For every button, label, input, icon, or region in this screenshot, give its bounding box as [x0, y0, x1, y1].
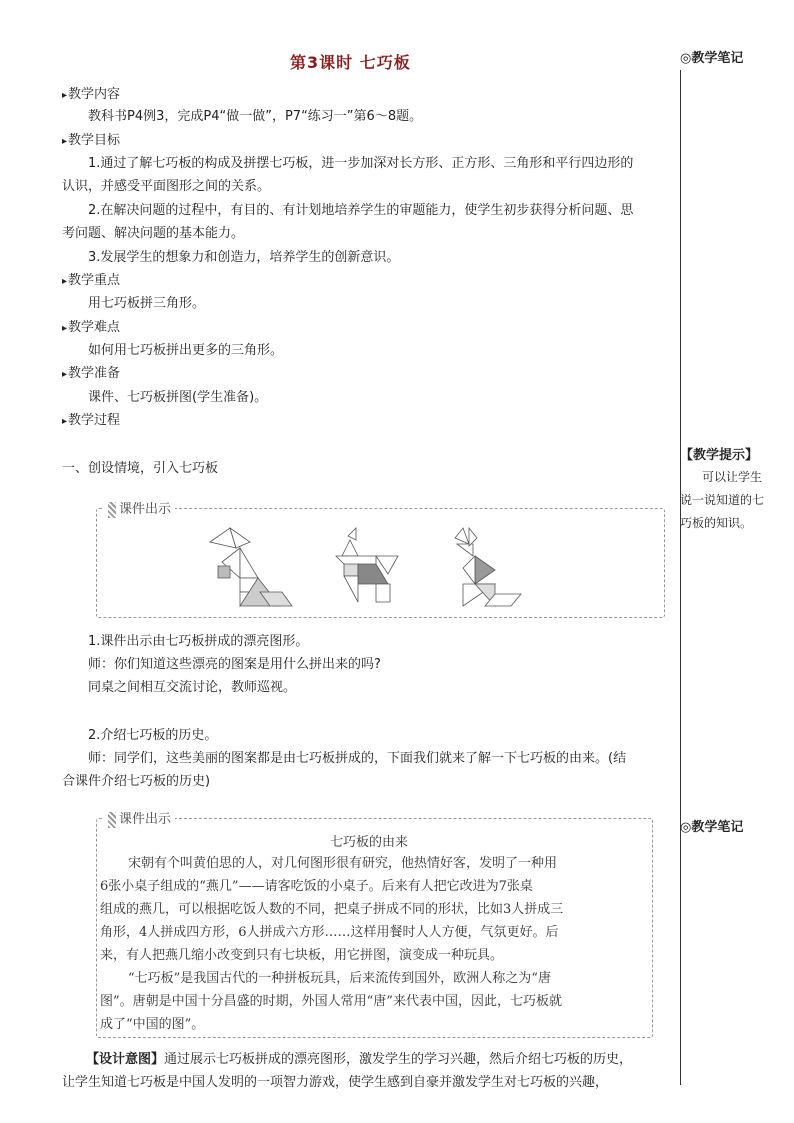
body-text: 认识，并感受平面图形之间的关系。: [62, 179, 271, 194]
design-intent-label: 【设计意图】: [86, 1052, 165, 1067]
design-intent: [86, 1050, 632, 1070]
body-text: 2.在解决问题的过程中，有目的、有计划地培养学生的审题能力，使学生初步获得分析问题、思: [88, 203, 634, 218]
design-intent-text: 通过展示七巧板拼成的漂亮图形，激发学生的学习兴趣，然后介绍七巧板的历史，: [164, 1052, 633, 1067]
hint-heading: 【教学提示】: [680, 448, 759, 463]
courseware-tag-label: 课件出示: [119, 502, 172, 517]
body-text: 同桌之间相互交流讨论，教师巡视。: [88, 680, 297, 695]
part-heading: 一、创设情境，引入七巧板: [62, 461, 219, 476]
story-line: 6张小桌子组成的“燕几”——请客吃饭的小桌子。后来有人把它改进为7张桌: [100, 879, 533, 894]
story-line: 来，有人把燕几缩小改变到只有七块板，用它拼图，演变成一种玩具。: [100, 948, 504, 963]
story-line: “七巧板”是我国古代的一种拼板玩具，后来流传到国外，欧洲人称之为“唐: [128, 971, 551, 986]
hint-line: 可以让学生: [702, 470, 763, 484]
story-line: 角形，4人拼成四方形，6人拼成六方形……这样用餐时人人方便，气氛更好。后: [100, 925, 559, 940]
section-heading: ▸ 教学准备: [62, 364, 120, 385]
section-heading: ▸ 教学目标: [62, 131, 120, 152]
body-text: 如何用七巧板拼出更多的三角形。: [88, 343, 284, 358]
body-text: 合课件介绍七巧板的历史): [62, 774, 211, 789]
tangram-figures: [200, 520, 540, 612]
hint-line: 巧板的知识。: [680, 516, 753, 530]
tangram-animal-3: [455, 528, 521, 606]
page-title: 第3课时 七巧板: [290, 53, 411, 72]
courseware-tag: [104, 808, 175, 828]
body-text: 师：同学们，这些美丽的图案都是由七巧板拼成的，下面我们就来了解一下七巧板的由来。(结: [88, 751, 627, 766]
body-text: 师：你们知道这些漂亮的图案是用什么拼出来的吗?: [88, 657, 381, 672]
section-heading: ▸ 教学内容: [62, 85, 120, 106]
notes-label: ◎教学笔记: [680, 51, 744, 66]
body-text: 教科书P4例3，完成P4“做一做”，P7“练习一”第6～8题。: [88, 109, 423, 124]
section-heading: ▸ 教学过程: [62, 411, 120, 432]
hint-line: 说一说知道的七: [680, 493, 765, 507]
tangram-animal-2: [336, 528, 398, 602]
notes-label: ◎教学笔记: [680, 820, 744, 835]
story-line: 图”。唐朝是中国十分昌盛的时期，外国人常用“唐”来代表中国，因此，七巧板就: [100, 994, 562, 1009]
story-line: 宋朝有个叫黄伯思的人，对几何图形很有研究，他热情好客，发明了一种用: [128, 856, 558, 871]
body-text: 课件、七巧板拼图(学生准备)。: [88, 390, 268, 405]
story-line: 成了“中国的图”。: [100, 1017, 205, 1032]
story-title: 七巧板的由来: [330, 835, 409, 850]
body-text: 考问题、解决问题的基本能力。: [62, 226, 245, 241]
courseware-tag: [104, 498, 175, 518]
tag-stripe-icon: [108, 502, 116, 518]
body-text: 1.课件出示由七巧板拼成的漂亮图形。: [88, 634, 309, 649]
section-heading: ▸ 教学重点: [62, 271, 120, 292]
body-text: 1.通过了解七巧板的构成及拼摆七巧板，进一步加深对长方形、正方形、三角形和平行四边形的: [88, 156, 634, 171]
story-line: 组成的燕几，可以根据吃饭人数的不同，把桌子拼成不同的形状，比如3人拼成三: [100, 902, 564, 917]
design-intent-text: 让学生知道七巧板是中国人发明的一项智力游戏，使学生感到自豪并激发学生对七巧板的兴趣，: [62, 1075, 609, 1090]
tangram-animal-1: [210, 528, 292, 606]
body-text: 2.介绍七巧板的历史。: [88, 728, 218, 743]
body-text: 3.发展学生的想象力和创造力，培养学生的创新意识。: [88, 250, 400, 265]
body-text: 用七巧板拼三角形。: [88, 296, 206, 311]
courseware-tag-label: 课件出示: [119, 812, 172, 827]
margin-divider: [680, 70, 681, 1085]
section-heading: ▸ 教学难点: [62, 318, 120, 339]
tag-stripe-icon: [108, 812, 116, 828]
